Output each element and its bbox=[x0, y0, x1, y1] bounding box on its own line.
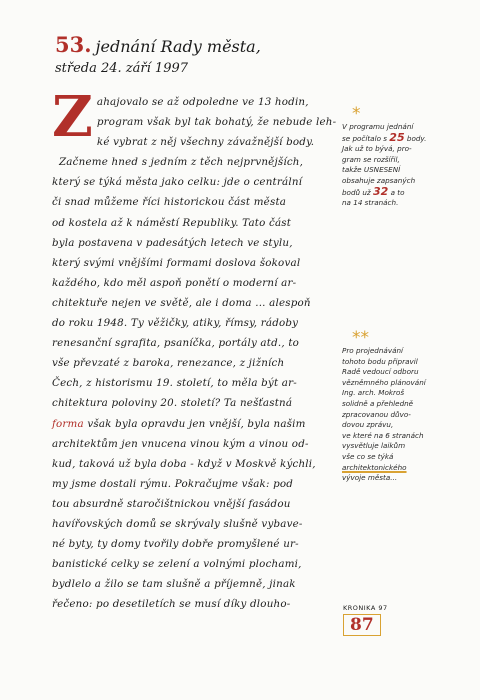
note1-text-b: body. Jak už to bývá, pro- gram se rozšířil, takže USNESENÍ obsahuje zapsaných bodů už bbox=[342, 133, 427, 197]
double-asterisk-icon: ** bbox=[352, 328, 369, 348]
page-heading bbox=[55, 34, 295, 78]
main-text-part-1: ahajovalo se až odpoledne ve 13 hodin, program však byl tak bohatý, že nebude leh- ké vybrat z něj všechny závažnější body. Začneme hned s jedním z těch nejprvnějších, který se týká města jako celku: jde o centrální či snad můžeme říci historickou část města od kostela až k náměstí Republiky. Tato část byla postavena v padesátých letech ve stylu, který svými vnějšími formami doslova šokoval každého, kdo měl aspoň ponětí o moderní ar- chitektuře nejen ve světě, ale i doma ... alespoň do roku 1948. Ty věžičky, atiky, římsy, rádoby renesanční sgrafita, psaníčka, portály atd., to vše převzaté z baroka, renezance, z jižních Čech, z historismu 19. století, to měla být ar- chitektura poloviny 20. století? Ta nešťastná bbox=[52, 96, 337, 410]
main-text bbox=[52, 84, 338, 614]
main-text-part-2: však byla opravdu jen vnější, byla našim architektům jen vnucena vinou kým a vinou od- kud, taková už byla doba - když v Moskvě kýchli, my jsme dostali rýmu. Pokračujme však: pod tou absurdně staročištnickou vnější fasádou havířovských domů se skrývaly slušně vybave- né byty, ty domy tvořily dobře promyšlené ur- banistické celky se zelení a volnými plochami, bydlelo a žilo se tam slušně a příjemně, jinak řečeno: po desetiletích se musí díky dlouho- bbox=[52, 417, 316, 611]
meeting-number: 53. bbox=[55, 32, 92, 57]
heading-line-1 bbox=[55, 34, 295, 58]
underlined-word: architektonického bbox=[342, 462, 407, 472]
note1-text-c: a to na 14 stranách. bbox=[342, 187, 405, 208]
note2-text-end: vývoje města... bbox=[342, 473, 398, 483]
highlighted-word-forma: forma bbox=[52, 417, 84, 430]
main-text-column bbox=[52, 84, 338, 614]
meeting-date: středa 24. září 1997 bbox=[55, 61, 189, 76]
meeting-title: jednání Rady města, bbox=[95, 37, 261, 56]
note1-text-a: V programu jednání se počítalo s bbox=[342, 122, 414, 143]
page-number: 87 bbox=[343, 614, 381, 636]
chronicle-label: KRONIKA 97 bbox=[343, 604, 388, 612]
drop-cap: Z bbox=[52, 84, 93, 150]
resolved-points-count: 32 bbox=[372, 184, 389, 198]
page-footer bbox=[343, 604, 403, 636]
asterisk-icon: * bbox=[352, 104, 361, 124]
side-note-1 bbox=[342, 106, 440, 209]
side-note-1-text bbox=[342, 122, 440, 209]
planned-points-count: 25 bbox=[389, 130, 405, 144]
side-note-2-text bbox=[342, 346, 442, 484]
note2-text: Pro projednávání tohoto bodu připravil Radě vedoucí odboru vězněmného plánování Ing. arch. Mokroš solidně a přehledně zpracovanou důvo- dovou zprávu, ve které na 6 stranách vysvětluje laikům vše co se týká bbox=[342, 346, 426, 461]
side-note-2 bbox=[342, 330, 442, 484]
